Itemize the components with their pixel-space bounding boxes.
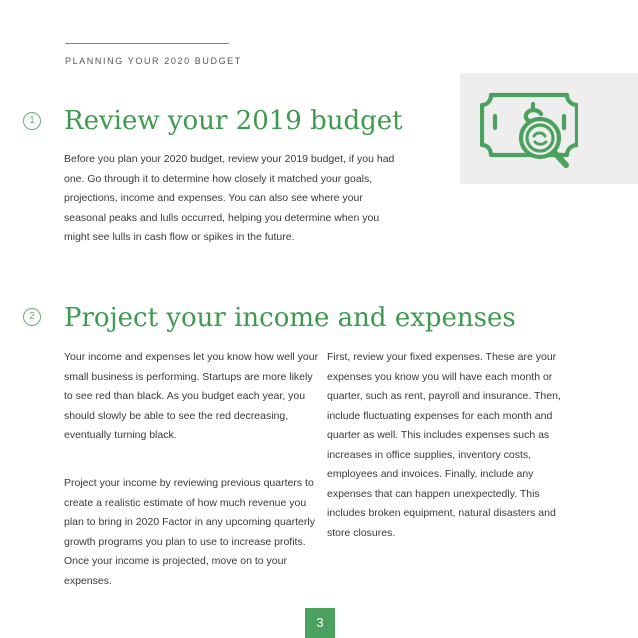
section-2-left-paragraph-2: Project your income by reviewing previous quarters to create a realistic estimate of how much revenue you plan to bring in 2020 Factor in any upcoming quarterly growth programs you plan to use to increase profits. Once your income is projected, move on to your expenses. bbox=[64, 477, 315, 587]
section-2-left-paragraph-1: Your income and expenses let you know how well your small business is performing. Startups are more likely to see red than black. As you budget each year, you should slowly be able to see the red decreasing, eventually turning black. bbox=[64, 351, 319, 441]
step-number-2: 2 bbox=[23, 308, 41, 326]
section-title-project-income: Project your income and expenses bbox=[64, 303, 516, 333]
header-divider bbox=[65, 43, 229, 44]
page-header-label: PLANNING YOUR 2020 BUDGET bbox=[65, 56, 242, 66]
step-number-1: 1 bbox=[23, 112, 41, 130]
page-number-badge: 3 bbox=[305, 608, 335, 638]
section-2-right-paragraph: First, review your fixed expenses. These are your expenses you know you will have each month or quarter, such as rent, payroll and insurance. Then, include fluctuating expenses for each month and quarter as well. This includes expenses such as increases in office supplies, inventory costs, employees and invoices. Finally, include any expenses that can happen unexpectedly. This includes broken equipment, natural disasters and store closures. bbox=[327, 351, 561, 539]
section-title-review-budget: Review your 2019 budget bbox=[64, 106, 403, 136]
icon-panel bbox=[460, 73, 638, 184]
section-1-paragraph: Before you plan your 2020 budget, review your 2019 budget, if you had one. Go through it to determine how closely it matched your goals, projections, income and expenses. You can also see where your seasonal peaks and lulls occurred, helping you determine when you might see lulls in cash flow or spikes in the future. bbox=[64, 153, 395, 243]
money-magnifier-icon bbox=[480, 88, 578, 173]
